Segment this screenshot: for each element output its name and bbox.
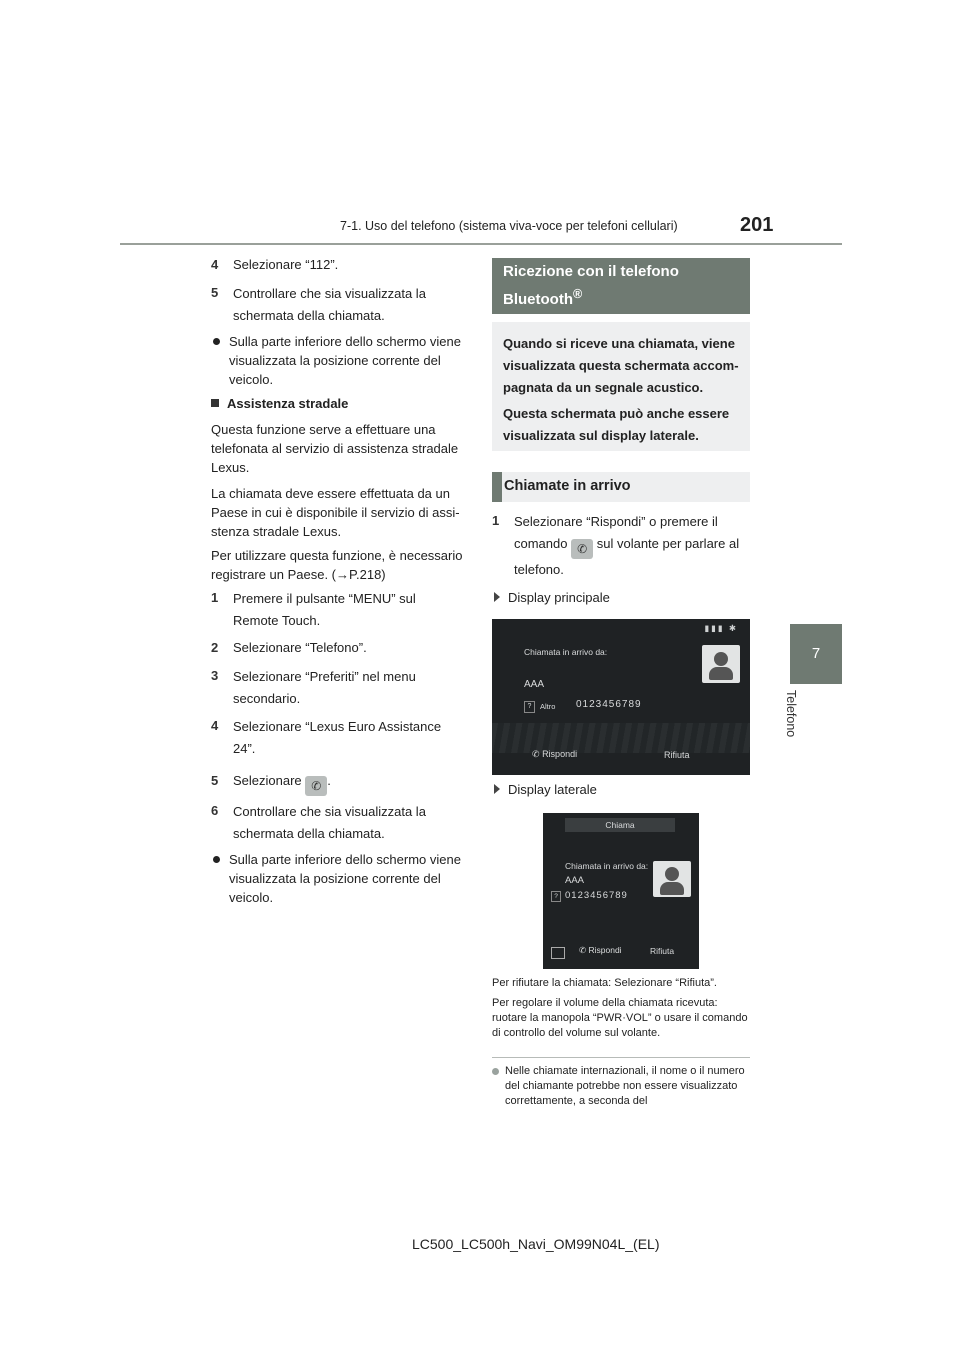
side-display-screen (543, 813, 699, 969)
main-display-screen (492, 619, 750, 775)
caller-number: 0123456789 (576, 699, 642, 710)
step-answer: 1 Selezionare “Rispondi” o premere il comando ✆ sul volante per parlare al telefono. (492, 513, 740, 577)
caller-avatar (702, 645, 740, 683)
reject-button[interactable]: Rifiuta (664, 750, 690, 760)
side-incoming-caption: Chiamata in arrivo da: (565, 861, 649, 871)
side-answer-button[interactable]: ✆ Rispondi (579, 945, 622, 955)
step-3: 3 Selezionare “Preferiti” nel menu secondario. (211, 668, 416, 706)
side-caller-avatar (653, 861, 691, 897)
para-3: Per utilizzare questa funzione, è necessario registrare un Paese. (→P.218) (211, 548, 463, 582)
section-ricezione-title: Ricezione con il telefono Bluetooth® (492, 258, 750, 314)
para-2: La chiamata deve essere effettuata da un Paese in cui è disponibile il servizio di assi-stenza stradale Lexus. (211, 486, 460, 539)
step-6: 6 Controllare che sia visualizzata la schermata della chiamata. (211, 803, 426, 841)
side-caller-name: AAA (565, 875, 585, 886)
more-button[interactable]: ? Altro (524, 701, 562, 714)
para-1: Questa funzione serve a effettuare una telefonata al servizio di assistenza stradale Lexus. (211, 422, 459, 475)
side-key: ? (551, 891, 561, 902)
step-4b: 4 Selezionare “Lexus Euro Assistance 24”. (211, 718, 442, 756)
side-title: Chiama (565, 818, 675, 832)
section-chiamate-title: Chiamate in arrivo (492, 472, 750, 502)
menu-icon[interactable] (551, 947, 565, 959)
volume-note: Per regolare il volume della chiamata ricevuta: ruotare la manopola “PWR·VOL” o usare il comando di controllo del volume sul volante. (492, 997, 748, 1039)
info-note: Nelle chiamate internazionali, il nome o il numero del chiamante potrebbe non essere visualizzato correttamente, a seconda del (492, 1064, 750, 1112)
caller-name: AAA (524, 679, 545, 690)
map-strip (492, 723, 750, 753)
chapter-label: Telefono (784, 690, 798, 738)
phone-icon: ✆ (579, 945, 587, 955)
note-divider (492, 1057, 750, 1058)
document-id: LC500_LC500h_Navi_OM99N04L_(EL) (412, 1236, 660, 1252)
answer-button[interactable]: ✆ Rispondi (532, 749, 578, 759)
side-caller-number: 0123456789 (565, 890, 628, 901)
display-side-label: Display laterale (494, 780, 597, 800)
phone-icon: ✆ (532, 749, 540, 759)
header-divider (120, 243, 842, 245)
phone-icon: ✆ (571, 539, 593, 559)
bullet-location-1: Sulla parte inferiore dello schermo viene visualizzata la posizione corrente del veicolo. (211, 332, 463, 392)
incoming-caption: Chiamata in arrivo da: (524, 647, 608, 657)
chapter-tab: 7 (790, 624, 842, 684)
intro-box: Quando si riceve una chiamata, viene visualizzata questa schermata accom-pagnata da un segnale acustico. Questa schermata può anche essere visualizzata sul display laterale. (492, 322, 750, 451)
subheading-assistenza: Assistenza stradale (211, 396, 348, 411)
step-5a: 5 Controllare che sia visualizzata la schermata della chiamata. (211, 285, 426, 323)
side-reject-button[interactable]: Rifiuta (650, 946, 675, 956)
page-number: 201 (740, 214, 774, 236)
section-header: 7-1. Uso del telefono (sistema viva-voce per telefoni cellulari) (340, 219, 678, 233)
reject-note: Per rifiutare la chiamata: Selezionare “Rifiuta”. (492, 977, 717, 989)
step-1: 1 Premere il pulsante “MENU” sul Remote Touch. (211, 590, 416, 628)
display-main-label: Display principale (494, 588, 610, 608)
phone-icon: ✆ (305, 776, 327, 796)
bullet-location-2: Sulla parte inferiore dello schermo viene visualizzata la posizione corrente del veicolo. (211, 850, 463, 910)
status-icons: ▮▮▮ ✱ (704, 623, 738, 633)
